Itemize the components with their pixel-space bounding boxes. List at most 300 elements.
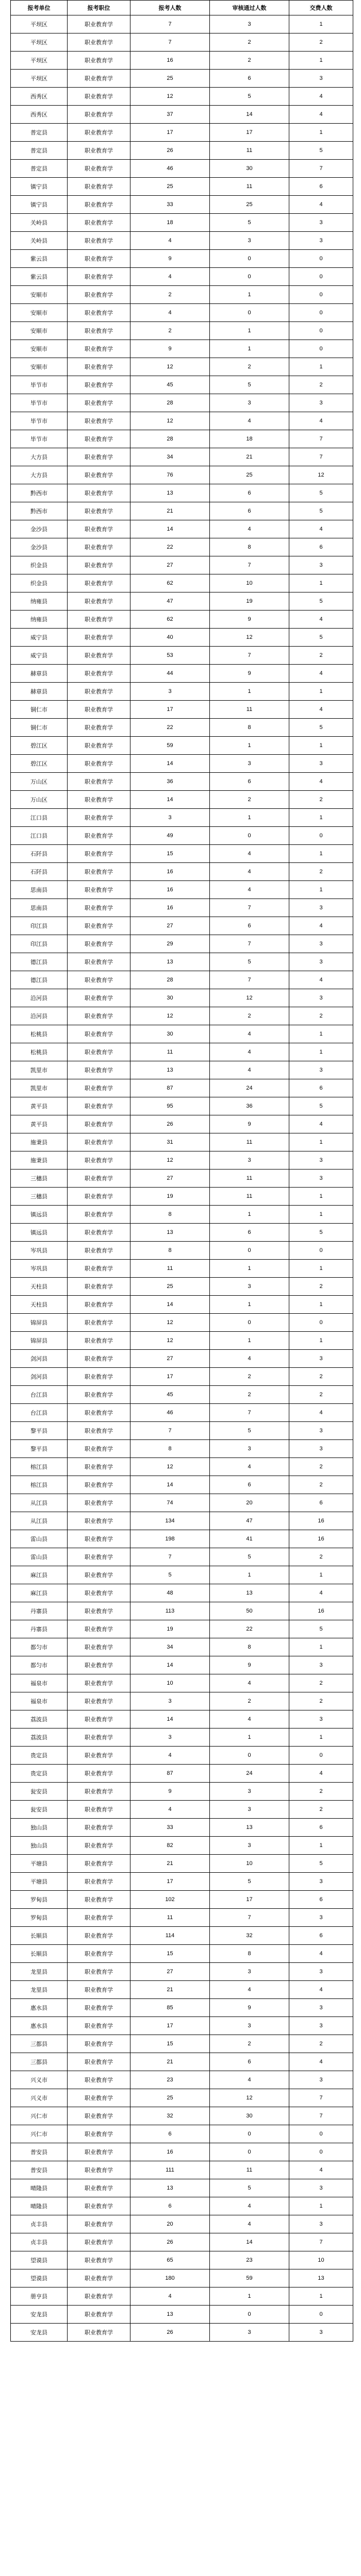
post-cell: 职业教育学 bbox=[68, 1909, 130, 1927]
approved-cell: 9 bbox=[210, 1999, 289, 2017]
table-row bbox=[11, 1350, 353, 1368]
approved-cell: 24 bbox=[210, 1079, 289, 1097]
header-paid: 交费人数 bbox=[289, 1, 353, 15]
table-row bbox=[11, 2251, 353, 2269]
unit-cell: 独山县 bbox=[11, 1837, 68, 1855]
post-cell: 职业教育学 bbox=[68, 1332, 130, 1350]
applicants-cell: 6 bbox=[130, 2125, 210, 2143]
table-row bbox=[11, 1422, 353, 1440]
unit-cell: 望谟县 bbox=[11, 2269, 68, 2287]
paid-cell: 5 bbox=[289, 1855, 353, 1873]
table-row bbox=[11, 1115, 353, 1133]
approved-cell: 4 bbox=[210, 1458, 289, 1476]
table-row bbox=[11, 2324, 353, 2342]
applicants-cell: 180 bbox=[130, 2269, 210, 2287]
post-cell: 职业教育学 bbox=[68, 1945, 130, 1963]
unit-cell: 安顺市 bbox=[11, 322, 68, 340]
unit-cell: 纳雍县 bbox=[11, 611, 68, 629]
unit-cell: 剑河县 bbox=[11, 1350, 68, 1368]
unit-cell: 江口县 bbox=[11, 809, 68, 827]
paid-cell: 0 bbox=[289, 1242, 353, 1260]
header-row bbox=[11, 1, 353, 15]
approved-cell: 4 bbox=[210, 863, 289, 881]
table-row bbox=[11, 33, 353, 52]
post-cell: 职业教育学 bbox=[68, 2089, 130, 2107]
table-row bbox=[11, 1999, 353, 2017]
applicants-cell: 7 bbox=[130, 33, 210, 52]
unit-cell: 天柱县 bbox=[11, 1278, 68, 1296]
applicants-cell: 12 bbox=[130, 1332, 210, 1350]
paid-cell: 3 bbox=[289, 1999, 353, 2017]
paid-cell: 16 bbox=[289, 1530, 353, 1548]
post-cell: 职业教育学 bbox=[68, 719, 130, 737]
applicants-cell: 17 bbox=[130, 1873, 210, 1891]
post-cell: 职业教育学 bbox=[68, 2251, 130, 2269]
post-cell: 职业教育学 bbox=[68, 2143, 130, 2161]
table-row bbox=[11, 1566, 353, 1584]
paid-cell: 1 bbox=[289, 574, 353, 592]
paid-cell: 7 bbox=[289, 2107, 353, 2125]
table-row bbox=[11, 484, 353, 502]
unit-cell: 铜仁市 bbox=[11, 719, 68, 737]
paid-cell: 5 bbox=[289, 629, 353, 647]
post-cell: 职业教育学 bbox=[68, 484, 130, 502]
post-cell: 职业教育学 bbox=[68, 1061, 130, 1079]
post-cell: 职业教育学 bbox=[68, 556, 130, 574]
post-cell: 职业教育学 bbox=[68, 1043, 130, 1061]
post-cell: 职业教育学 bbox=[68, 520, 130, 538]
applicants-cell: 26 bbox=[130, 2233, 210, 2251]
unit-cell: 赫章县 bbox=[11, 665, 68, 683]
post-cell: 职业教育学 bbox=[68, 1476, 130, 1494]
post-cell: 职业教育学 bbox=[68, 502, 130, 520]
table-row bbox=[11, 1981, 353, 1999]
post-cell: 职业教育学 bbox=[68, 701, 130, 719]
post-cell: 职业教育学 bbox=[68, 160, 130, 178]
approved-cell: 1 bbox=[210, 1332, 289, 1350]
approved-cell: 30 bbox=[210, 2107, 289, 2125]
applicants-cell: 18 bbox=[130, 214, 210, 232]
approved-cell: 3 bbox=[210, 1278, 289, 1296]
applicants-cell: 45 bbox=[130, 1386, 210, 1404]
unit-cell: 沿河县 bbox=[11, 989, 68, 1007]
applicants-cell: 34 bbox=[130, 448, 210, 466]
unit-cell: 安顺市 bbox=[11, 358, 68, 376]
paid-cell: 6 bbox=[289, 1927, 353, 1945]
paid-cell: 2 bbox=[289, 1386, 353, 1404]
table-row bbox=[11, 1296, 353, 1314]
post-cell: 职业教育学 bbox=[68, 430, 130, 448]
post-cell: 职业教育学 bbox=[68, 1170, 130, 1188]
unit-cell: 龙里县 bbox=[11, 1981, 68, 1999]
unit-cell: 凯里市 bbox=[11, 1061, 68, 1079]
unit-cell: 普安县 bbox=[11, 2143, 68, 2161]
paid-cell: 4 bbox=[289, 2053, 353, 2071]
post-cell: 职业教育学 bbox=[68, 2197, 130, 2215]
unit-cell: 德江县 bbox=[11, 971, 68, 989]
applicants-cell: 30 bbox=[130, 1025, 210, 1043]
post-cell: 职业教育学 bbox=[68, 953, 130, 971]
unit-cell: 织金县 bbox=[11, 556, 68, 574]
applicants-cell: 22 bbox=[130, 719, 210, 737]
post-cell: 职业教育学 bbox=[68, 1855, 130, 1873]
table-container bbox=[10, 0, 353, 2342]
approved-cell: 50 bbox=[210, 1602, 289, 1620]
table-row bbox=[11, 1368, 353, 1386]
applicants-cell: 65 bbox=[130, 2251, 210, 2269]
applicants-cell: 15 bbox=[130, 2035, 210, 2053]
approved-cell: 2 bbox=[210, 52, 289, 70]
paid-cell: 5 bbox=[289, 1620, 353, 1638]
unit-cell: 安顺市 bbox=[11, 340, 68, 358]
approved-cell: 10 bbox=[210, 1855, 289, 1873]
table-row bbox=[11, 538, 353, 556]
approved-cell: 1 bbox=[210, 286, 289, 304]
unit-cell: 兴仁市 bbox=[11, 2125, 68, 2143]
table-row bbox=[11, 719, 353, 737]
table-row bbox=[11, 340, 353, 358]
post-cell: 职业教育学 bbox=[68, 196, 130, 214]
table-row bbox=[11, 2179, 353, 2197]
unit-cell: 安龙县 bbox=[11, 2324, 68, 2342]
unit-cell: 安龙县 bbox=[11, 2306, 68, 2324]
post-cell: 职业教育学 bbox=[68, 1891, 130, 1909]
post-cell: 职业教育学 bbox=[68, 1422, 130, 1440]
table-row bbox=[11, 1692, 353, 1710]
table-row bbox=[11, 1061, 353, 1079]
paid-cell: 1 bbox=[289, 683, 353, 701]
post-cell: 职业教育学 bbox=[68, 358, 130, 376]
applicants-cell: 33 bbox=[130, 196, 210, 214]
applicants-cell: 9 bbox=[130, 340, 210, 358]
applicants-cell: 16 bbox=[130, 863, 210, 881]
post-cell: 职业教育学 bbox=[68, 1981, 130, 1999]
table-row bbox=[11, 466, 353, 484]
post-cell: 职业教育学 bbox=[68, 70, 130, 88]
approved-cell: 4 bbox=[210, 520, 289, 538]
unit-cell: 镇宁县 bbox=[11, 178, 68, 196]
paid-cell: 2 bbox=[289, 647, 353, 665]
unit-cell: 沿河县 bbox=[11, 1007, 68, 1025]
paid-cell: 7 bbox=[289, 448, 353, 466]
unit-cell: 思南县 bbox=[11, 899, 68, 917]
applicants-cell: 7 bbox=[130, 1422, 210, 1440]
table-row bbox=[11, 1819, 353, 1837]
unit-cell: 安顺市 bbox=[11, 286, 68, 304]
applicants-cell: 3 bbox=[130, 1692, 210, 1710]
unit-cell: 贞丰县 bbox=[11, 2215, 68, 2233]
approved-cell: 7 bbox=[210, 1909, 289, 1927]
post-cell: 职业教育学 bbox=[68, 1548, 130, 1566]
unit-cell: 晴隆县 bbox=[11, 2197, 68, 2215]
table-row bbox=[11, 1170, 353, 1188]
approved-cell: 1 bbox=[210, 2287, 289, 2306]
approved-cell: 0 bbox=[210, 1314, 289, 1332]
approved-cell: 8 bbox=[210, 719, 289, 737]
approved-cell: 3 bbox=[210, 755, 289, 773]
post-cell: 职业教育学 bbox=[68, 773, 130, 791]
applicants-cell: 27 bbox=[130, 1170, 210, 1188]
applicants-cell: 11 bbox=[130, 1909, 210, 1927]
applicants-cell: 36 bbox=[130, 773, 210, 791]
unit-cell: 瓮安县 bbox=[11, 1801, 68, 1819]
paid-cell: 2 bbox=[289, 33, 353, 52]
post-cell: 职业教育学 bbox=[68, 809, 130, 827]
table-row bbox=[11, 1242, 353, 1260]
approved-cell: 2 bbox=[210, 33, 289, 52]
paid-cell: 5 bbox=[289, 1097, 353, 1115]
unit-cell: 平塘县 bbox=[11, 1873, 68, 1891]
approved-cell: 30 bbox=[210, 160, 289, 178]
table-row bbox=[11, 70, 353, 88]
approved-cell: 3 bbox=[210, 232, 289, 250]
applicants-cell: 29 bbox=[130, 935, 210, 953]
applicants-cell: 48 bbox=[130, 1584, 210, 1602]
post-cell: 职业教育学 bbox=[68, 1097, 130, 1115]
post-cell: 职业教育学 bbox=[68, 1710, 130, 1728]
applicants-cell: 20 bbox=[130, 2215, 210, 2233]
unit-cell: 平坝区 bbox=[11, 15, 68, 33]
post-cell: 职业教育学 bbox=[68, 1188, 130, 1206]
post-cell: 职业教育学 bbox=[68, 791, 130, 809]
unit-cell: 丹寨县 bbox=[11, 1602, 68, 1620]
approved-cell: 0 bbox=[210, 827, 289, 845]
table-row bbox=[11, 611, 353, 629]
applicants-cell: 13 bbox=[130, 1061, 210, 1079]
paid-cell: 10 bbox=[289, 2251, 353, 2269]
table-row bbox=[11, 1188, 353, 1206]
applicants-cell: 12 bbox=[130, 412, 210, 430]
paid-cell: 2 bbox=[289, 863, 353, 881]
applicants-cell: 28 bbox=[130, 430, 210, 448]
paid-cell: 3 bbox=[289, 214, 353, 232]
paid-cell: 1 bbox=[289, 52, 353, 70]
approved-cell: 7 bbox=[210, 1404, 289, 1422]
applicants-cell: 27 bbox=[130, 1350, 210, 1368]
approved-cell: 32 bbox=[210, 1927, 289, 1945]
paid-cell: 3 bbox=[289, 2324, 353, 2342]
applicants-cell: 14 bbox=[130, 1296, 210, 1314]
post-cell: 职业教育学 bbox=[68, 1133, 130, 1151]
post-cell: 职业教育学 bbox=[68, 1115, 130, 1133]
applicants-cell: 2 bbox=[130, 286, 210, 304]
post-cell: 职业教育学 bbox=[68, 1728, 130, 1747]
paid-cell: 16 bbox=[289, 1602, 353, 1620]
approved-cell: 4 bbox=[210, 1674, 289, 1692]
approved-cell: 13 bbox=[210, 1819, 289, 1837]
approved-cell: 1 bbox=[210, 683, 289, 701]
table-row bbox=[11, 1206, 353, 1224]
approved-cell: 9 bbox=[210, 1115, 289, 1133]
applicants-cell: 49 bbox=[130, 827, 210, 845]
table-row bbox=[11, 268, 353, 286]
paid-cell: 5 bbox=[289, 502, 353, 520]
table-row bbox=[11, 574, 353, 592]
paid-cell: 3 bbox=[289, 1710, 353, 1728]
table-row bbox=[11, 376, 353, 394]
unit-cell: 麻江县 bbox=[11, 1584, 68, 1602]
applicants-cell: 12 bbox=[130, 1151, 210, 1170]
paid-cell: 1 bbox=[289, 1332, 353, 1350]
paid-cell: 3 bbox=[289, 1151, 353, 1170]
table-row bbox=[11, 1440, 353, 1458]
unit-cell: 黄平县 bbox=[11, 1115, 68, 1133]
post-cell: 职业教育学 bbox=[68, 232, 130, 250]
applicants-cell: 14 bbox=[130, 791, 210, 809]
paid-cell: 2 bbox=[289, 1476, 353, 1494]
paid-cell: 1 bbox=[289, 1728, 353, 1747]
paid-cell: 0 bbox=[289, 1747, 353, 1765]
unit-cell: 金沙县 bbox=[11, 538, 68, 556]
table-row bbox=[11, 647, 353, 665]
applicants-cell: 4 bbox=[130, 232, 210, 250]
applicants-cell: 13 bbox=[130, 2306, 210, 2324]
applicants-cell: 87 bbox=[130, 1079, 210, 1097]
unit-cell: 安顺市 bbox=[11, 304, 68, 322]
paid-cell: 5 bbox=[289, 142, 353, 160]
approved-cell: 2 bbox=[210, 2035, 289, 2053]
post-cell: 职业教育学 bbox=[68, 935, 130, 953]
approved-cell: 4 bbox=[210, 1981, 289, 1999]
post-cell: 职业教育学 bbox=[68, 1350, 130, 1368]
approved-cell: 9 bbox=[210, 665, 289, 683]
paid-cell: 2 bbox=[289, 376, 353, 394]
table-row bbox=[11, 556, 353, 574]
approved-cell: 3 bbox=[210, 1151, 289, 1170]
table-row bbox=[11, 1873, 353, 1891]
unit-cell: 贵定县 bbox=[11, 1765, 68, 1783]
unit-cell: 荔波县 bbox=[11, 1710, 68, 1728]
approved-cell: 3 bbox=[210, 15, 289, 33]
approved-cell: 23 bbox=[210, 2251, 289, 2269]
post-cell: 职业教育学 bbox=[68, 466, 130, 484]
table-row bbox=[11, 1278, 353, 1296]
paid-cell: 5 bbox=[289, 484, 353, 502]
post-cell: 职业教育学 bbox=[68, 1494, 130, 1512]
post-cell: 职业教育学 bbox=[68, 412, 130, 430]
table-row bbox=[11, 1530, 353, 1548]
applicants-cell: 9 bbox=[130, 1783, 210, 1801]
post-cell: 职业教育学 bbox=[68, 88, 130, 106]
paid-cell: 4 bbox=[289, 1765, 353, 1783]
applicants-cell: 4 bbox=[130, 304, 210, 322]
unit-cell: 长顺县 bbox=[11, 1927, 68, 1945]
paid-cell: 3 bbox=[289, 1350, 353, 1368]
table-row bbox=[11, 1909, 353, 1927]
approved-cell: 6 bbox=[210, 484, 289, 502]
approved-cell: 4 bbox=[210, 845, 289, 863]
applicants-cell: 13 bbox=[130, 2179, 210, 2197]
applicants-cell: 19 bbox=[130, 1620, 210, 1638]
approved-cell: 2 bbox=[210, 1007, 289, 1025]
applicants-cell: 13 bbox=[130, 1224, 210, 1242]
table-row bbox=[11, 394, 353, 412]
post-cell: 职业教育学 bbox=[68, 250, 130, 268]
table-row bbox=[11, 971, 353, 989]
approved-cell: 5 bbox=[210, 2179, 289, 2197]
table-row bbox=[11, 1584, 353, 1602]
approved-cell: 7 bbox=[210, 647, 289, 665]
table-row bbox=[11, 1332, 353, 1350]
approved-cell: 17 bbox=[210, 1891, 289, 1909]
header-unit: 报考单位 bbox=[11, 1, 68, 15]
table-row bbox=[11, 106, 353, 124]
applicants-cell: 21 bbox=[130, 502, 210, 520]
approved-cell: 2 bbox=[210, 358, 289, 376]
paid-cell: 0 bbox=[289, 286, 353, 304]
unit-cell: 兴义市 bbox=[11, 2089, 68, 2107]
table-row bbox=[11, 1476, 353, 1494]
table-row bbox=[11, 953, 353, 971]
paid-cell: 1 bbox=[289, 1043, 353, 1061]
applicants-cell: 8 bbox=[130, 1242, 210, 1260]
unit-cell: 三穗县 bbox=[11, 1188, 68, 1206]
paid-cell: 0 bbox=[289, 827, 353, 845]
post-cell: 职业教育学 bbox=[68, 1151, 130, 1170]
post-cell: 职业教育学 bbox=[68, 1242, 130, 1260]
unit-cell: 惠水县 bbox=[11, 1999, 68, 2017]
approved-cell: 11 bbox=[210, 701, 289, 719]
paid-cell: 1 bbox=[289, 1188, 353, 1206]
applicants-cell: 25 bbox=[130, 2089, 210, 2107]
post-cell: 职业教育学 bbox=[68, 629, 130, 647]
paid-cell: 3 bbox=[289, 1963, 353, 1981]
paid-cell: 1 bbox=[289, 124, 353, 142]
approved-cell: 21 bbox=[210, 448, 289, 466]
post-cell: 职业教育学 bbox=[68, 2107, 130, 2125]
approved-cell: 11 bbox=[210, 1188, 289, 1206]
unit-cell: 石阡县 bbox=[11, 863, 68, 881]
table-row bbox=[11, 2197, 353, 2215]
approved-cell: 8 bbox=[210, 1638, 289, 1656]
applicants-cell: 26 bbox=[130, 142, 210, 160]
post-cell: 职业教育学 bbox=[68, 178, 130, 196]
applicants-cell: 27 bbox=[130, 1963, 210, 1981]
approved-cell: 1 bbox=[210, 1296, 289, 1314]
post-cell: 职业教育学 bbox=[68, 1765, 130, 1783]
approved-cell: 25 bbox=[210, 466, 289, 484]
paid-cell: 3 bbox=[289, 899, 353, 917]
post-cell: 职业教育学 bbox=[68, 1801, 130, 1819]
unit-cell: 镇宁县 bbox=[11, 196, 68, 214]
approved-cell: 5 bbox=[210, 88, 289, 106]
paid-cell: 2 bbox=[289, 1674, 353, 1692]
approved-cell: 3 bbox=[210, 1783, 289, 1801]
table-body bbox=[11, 15, 353, 2342]
applicants-cell: 4 bbox=[130, 2287, 210, 2306]
post-cell: 职业教育学 bbox=[68, 611, 130, 629]
paid-cell: 2 bbox=[289, 1007, 353, 1025]
approved-cell: 4 bbox=[210, 1350, 289, 1368]
applicants-cell: 34 bbox=[130, 1638, 210, 1656]
paid-cell: 0 bbox=[289, 1314, 353, 1332]
table-row bbox=[11, 1638, 353, 1656]
table-row bbox=[11, 1133, 353, 1151]
table-row bbox=[11, 1512, 353, 1530]
table-row bbox=[11, 88, 353, 106]
post-cell: 职业教育学 bbox=[68, 1278, 130, 1296]
table-row bbox=[11, 2143, 353, 2161]
post-cell: 职业教育学 bbox=[68, 2035, 130, 2053]
table-row bbox=[11, 250, 353, 268]
applicants-cell: 14 bbox=[130, 520, 210, 538]
paid-cell: 1 bbox=[289, 1638, 353, 1656]
approved-cell: 9 bbox=[210, 611, 289, 629]
unit-cell: 贞丰县 bbox=[11, 2233, 68, 2251]
paid-cell: 2 bbox=[289, 1368, 353, 1386]
post-cell: 职业教育学 bbox=[68, 1999, 130, 2017]
approved-cell: 2 bbox=[210, 791, 289, 809]
